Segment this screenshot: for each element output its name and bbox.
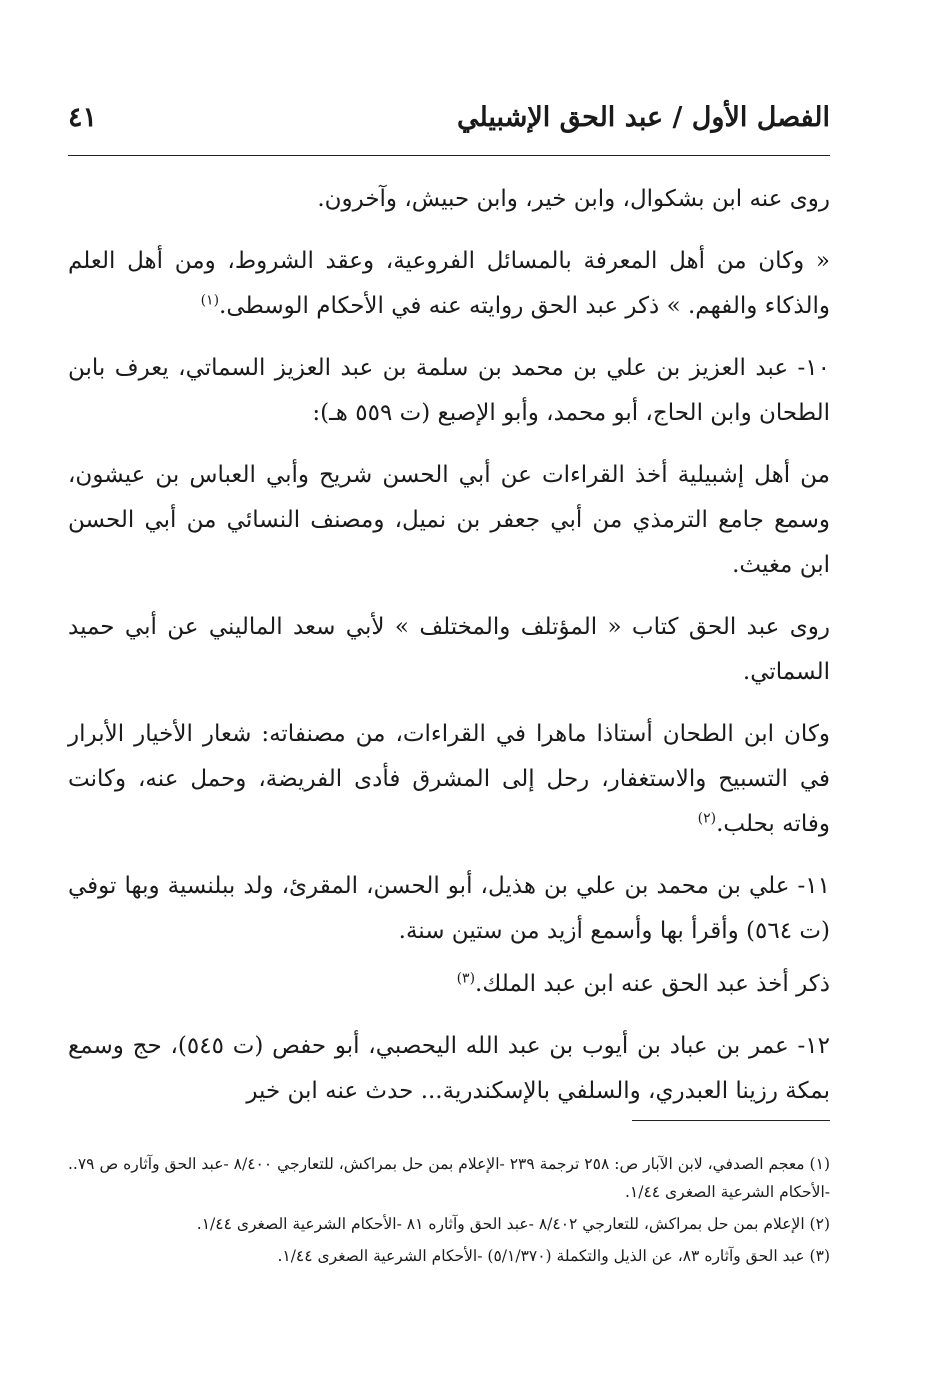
paragraph-text: ١٠- عبد العزيز بن علي بن محمد بن سلمة بن عبد العزيز السماتي، يعرف بابن الطحان وابن الحاج، أبو محمد، وأبو الإصبع (ت ٥٥٩ هـ): [68,355,830,426]
paragraph [68,605,830,695]
footnote-divider [632,1120,830,1121]
footnote: (١) معجم الصدفي، لابن الآبار ص: ٢٥٨ ترجمة ٢٣٩ -الإعلام بمن حل بمراكش، للتعارجي ٨/٤٠٠ -عبد الحق وآثاره ص ٧٩.. -الأحكام الشرعية الصغرى ١/٤٤. [68,1155,830,1201]
paragraph-text: ١٢- عمر بن عباد بن أيوب بن عبد الله اليحصبي، أبو حفص (ت ٥٤٥)، حج وسمع بمكة رزينا العبدري، والسلفي بالإسكندرية... حدث عنه ابن خير [68,1033,830,1104]
running-header-title: الفصل الأول / عبد الحق الإشبيلي [456,102,830,133]
entry-heading [68,864,830,954]
paragraph-text: روى عنه ابن بشكوال، وابن خير، وابن حبيش، وآخرون. [317,186,830,212]
entry-heading [68,346,830,436]
main-text [68,177,830,1131]
paragraph-text: روى عبد الحق كتاب « المؤتلف والمختلف » لأبي سعد الماليني عن أبي حميد السماتي. [68,614,830,685]
footnote-ref[interactable]: (٣) [456,970,476,987]
paragraph-text: وكان ابن الطحان أستاذا ماهرا في القراءات، من مصنفاته: شعار الأخيار الأبرار في التسبيح والاستغفار، رحل إلى المشرق فأدى الفريضة، وحمل عنه، وكانت وفاته بحلب. [68,721,830,837]
footnote-ref[interactable]: (١) [200,292,220,309]
paragraph [68,962,830,1007]
header-divider [68,155,830,156]
paragraph [68,712,830,847]
paragraph-text: ذكر أخذ عبد الحق عنه ابن عبد الملك. [475,971,830,997]
paragraph [68,239,830,329]
footnotes [68,1150,830,1274]
footnote-ref[interactable]: (٢) [697,810,717,827]
paragraph [68,177,830,222]
paragraph-text: ١١- علي بن محمد بن علي بن هذيل، أبو الحسن، المقرئ، ولد ببلنسية وبها توفي (ت ٥٦٤) وأقرأ بها وأسمع أزيد من ستين سنة. [68,873,830,944]
paragraph [68,453,830,588]
paragraph-text: « وكان من أهل المعرفة بالمسائل الفروعية، وعقد الشروط، ومن أهل العلم والذكاء والفهم. » ذكر عبد الحق روايته عنه في الأحكام الوسطى. [68,248,830,319]
running-header [68,96,830,146]
footnote: (٢) الإعلام بمن حل بمراكش، للتعارجي ٨/٤٠٢ -عبد الحق وآثاره ٨١ -الأحكام الشرعية الصغرى ١/٤٤. [196,1215,830,1233]
paragraph-text: من أهل إشبيلية أخذ القراءات عن أبي الحسن شريح وأبي العباس بن عيشون، وسمع جامع الترمذي من أبي جعفر بن نميل، ومصنف النسائي من أبي الحسن ابن مغيث. [68,462,830,578]
entry-heading [68,1024,830,1114]
footnote: (٣) عبد الحق وآثاره ٨٣، عن الذيل والتكملة (٥/١/٣٧٠) -الأحكام الشرعية الصغرى ١/٤٤. [277,1247,830,1265]
page-number: ٤١ [68,102,98,133]
